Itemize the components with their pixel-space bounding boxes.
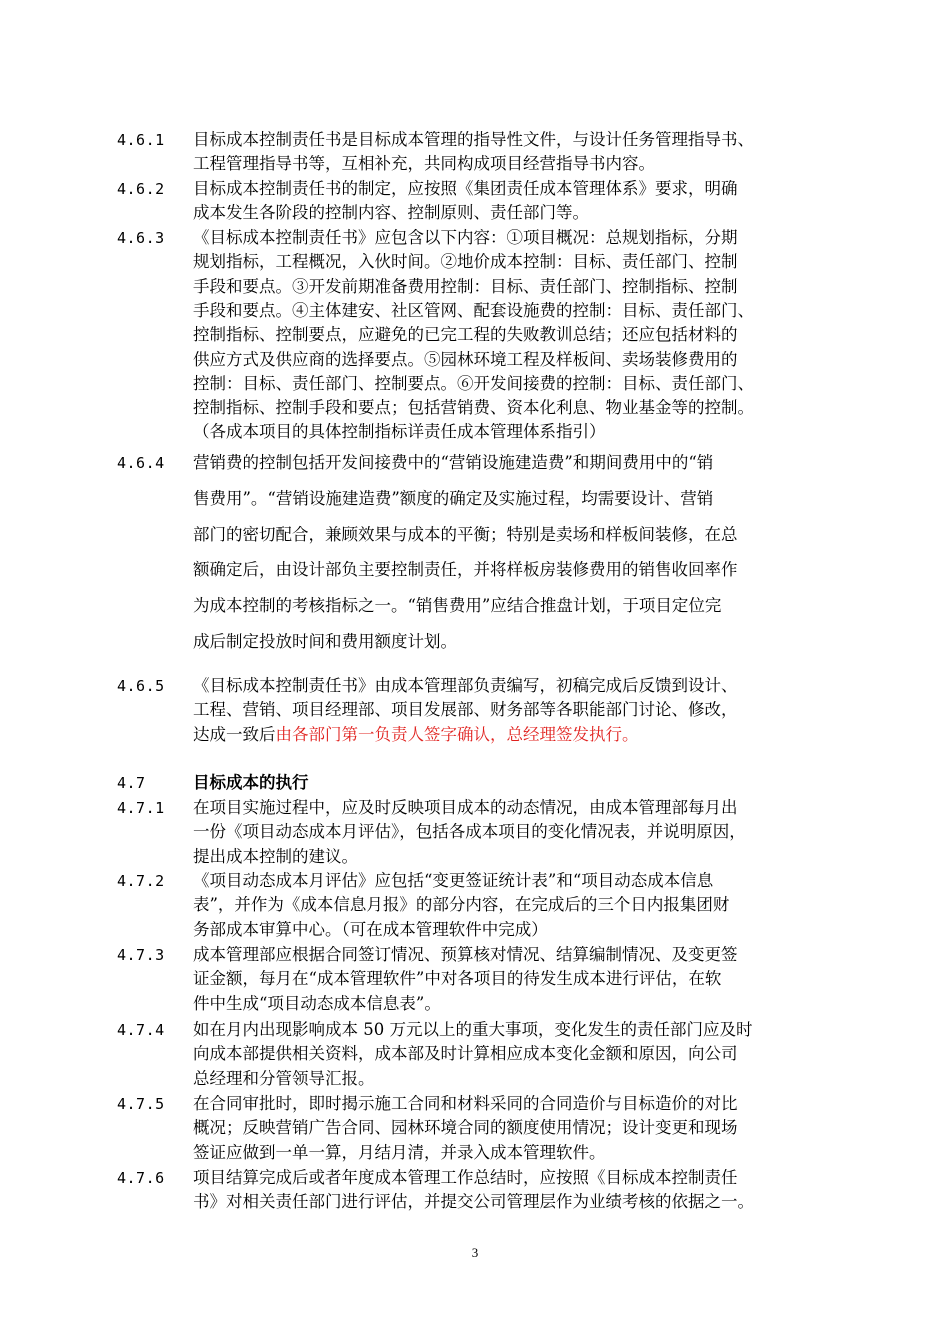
section-number: 4.6.3 — [117, 229, 165, 247]
section-number: 4.7.1 — [117, 799, 165, 817]
paragraph-line: 部门的密切配合，兼顾效果与成本的平衡；特别是卖场和样板间装修，在总 — [193, 524, 738, 544]
section-number: 4.6.1 — [117, 131, 165, 149]
page-number: 3 — [471, 1245, 479, 1260]
section-number: 4.7.4 — [117, 1021, 165, 1039]
paragraph-line: 目标成本控制责任书的制定，应按照《集团责任成本管理体系》要求，明确 — [193, 179, 738, 198]
paragraph-line: 手段和要点。④主体建安、社区管网、配套设施费的控制：目标、责任部门、 — [193, 300, 754, 320]
section-number: 4.6.2 — [117, 180, 165, 198]
plain-text: 达成一致后 — [193, 724, 276, 744]
paragraph-line: 签证应做到一单一算，月结月清，并录入成本管理软件。 — [193, 1142, 606, 1162]
paragraph-line: 《目标成本控制责任书》应包含以下内容：①项目概况：总规划指标，分期 — [193, 228, 738, 247]
paragraph-line: 手段和要点。③开发前期准备费用控制：目标、责任部门、控制指标、控制 — [193, 276, 738, 296]
paragraph-line: 概况；反映营销广告合同、园林环境合同的额度使用情况；设计变更和现场 — [193, 1118, 738, 1138]
section-number: 4.7.6 — [117, 1169, 165, 1187]
paragraph-line: 成本发生各阶段的控制内容、控制原则、责任部门等。 — [193, 203, 589, 223]
paragraph-line: 目标成本控制责任书是目标成本管理的指导性文件，与设计任务管理指导书、 — [193, 130, 754, 149]
paragraph-line: 如在月内出现影响成本 50 万元以上的重大事项，变化发生的责任部门应及时 — [193, 1020, 753, 1039]
paragraph-line: 《目标成本控制责任书》由成本管理部负责编写，初稿完成后反馈到设计、 — [193, 676, 738, 695]
paragraph-line: 控制：目标、责任部门、控制要点。⑥开发间接费的控制：目标、责任部门、 — [193, 373, 754, 393]
paragraph-line: 一份《项目动态成本月评估》，包括各成本项目的变化情况表，并说明原因， — [193, 822, 746, 842]
paragraph-line: 件中生成“项目动态成本信息表”。 — [193, 993, 441, 1013]
paragraph-line: 工程管理指导书等，互相补充，共同构成项目经营指导书内容。 — [193, 154, 655, 174]
paragraph-line: 表”，并作为《成本信息月报》的部分内容，在完成后的三个日内报集团财 — [193, 895, 730, 915]
paragraph-line: 售费用”。“营销设施建造费”额度的确定及实施过程，均需要设计、营销 — [193, 488, 714, 508]
paragraph-line — [193, 723, 639, 747]
paragraph-line: 在项目实施过程中，应及时反映项目成本的动态情况，由成本管理部每月出 — [193, 798, 738, 817]
paragraph-line: 成后制定投放时间和费用额度计划。 — [193, 632, 457, 651]
section-number: 4.6.4 — [117, 454, 165, 472]
paragraph-line: 在合同审批时，即时揭示施工合同和材料采同的合同造价与目标造价的对比 — [193, 1094, 738, 1113]
paragraph-line: 书》对相关责任部门进行评估，并提交公司管理层作为业绩考核的依据之一。 — [193, 1192, 754, 1212]
paragraph-line: 成本管理部应根据合同签订情况、预算核对情况、结算编制情况、及变更签 — [193, 945, 738, 964]
paragraph-line: 证金额，每月在“成本管理软件”中对各项目的待发生成本进行评估，在软 — [193, 969, 722, 989]
paragraph-line: 总经理和分管领导汇报。 — [193, 1068, 375, 1088]
section-number: 4.7.2 — [117, 872, 165, 890]
paragraph-line: 《项目动态成本月评估》应包括“变更签证统计表”和“项目动态成本信息 — [193, 871, 714, 890]
paragraph-line: 额确定后，由设计部负主要控制责任，并将样板房装修费用的销售收回率作 — [193, 560, 738, 580]
paragraph-line: 工程、营销、项目经理部、项目发展部、财务部等各职能部门讨论、修改， — [193, 700, 738, 720]
paragraph-line: 供应方式及供应商的选择要点。⑤园林环境工程及样板间、卖场装修费用的 — [193, 349, 738, 369]
paragraph-line: 营销费的控制包括开发间接费中的“营销设施建造费”和期间费用中的“销 — [193, 453, 714, 472]
paragraph-line: 提出成本控制的建议。 — [193, 846, 358, 866]
paragraph-line: （各成本项目的具体控制指标详责任成本管理体系指引） — [193, 422, 606, 442]
section-number: 4.7.5 — [117, 1095, 165, 1113]
paragraph-line: 控制指标、控制手段和要点；包括营销费、资本化利息、物业基金等的控制。 — [193, 398, 754, 418]
paragraph-line: 控制指标、控制要点，应避免的已完工程的失败教训总结；还应包括材料的 — [193, 325, 738, 345]
paragraph-line: 规划指标，工程概况，入伙时间。②地价成本控制：目标、责任部门、控制 — [193, 252, 738, 272]
paragraph-line: 项目结算完成后或者年度成本管理工作总结时，应按照《目标成本控制责任 — [193, 1168, 738, 1187]
section-number: 4.7 — [117, 774, 146, 792]
paragraph-line: 向成本部提供相关资料，成本部及时计算相应成本变化金额和原因，向公司 — [193, 1044, 738, 1064]
highlighted-text: 由各部门第一负责人签字确认，总经理签发执行。 — [275, 724, 639, 744]
section-number: 4.6.5 — [117, 677, 165, 695]
paragraph-line: 务部成本审算中心。（可在成本管理软件中完成） — [193, 919, 548, 939]
section-heading: 目标成本的执行 — [193, 773, 309, 792]
paragraph-line: 为成本控制的考核指标之一。“销售费用”应结合推盘计划，于项目定位完 — [193, 596, 722, 616]
section-number: 4.7.3 — [117, 946, 165, 964]
